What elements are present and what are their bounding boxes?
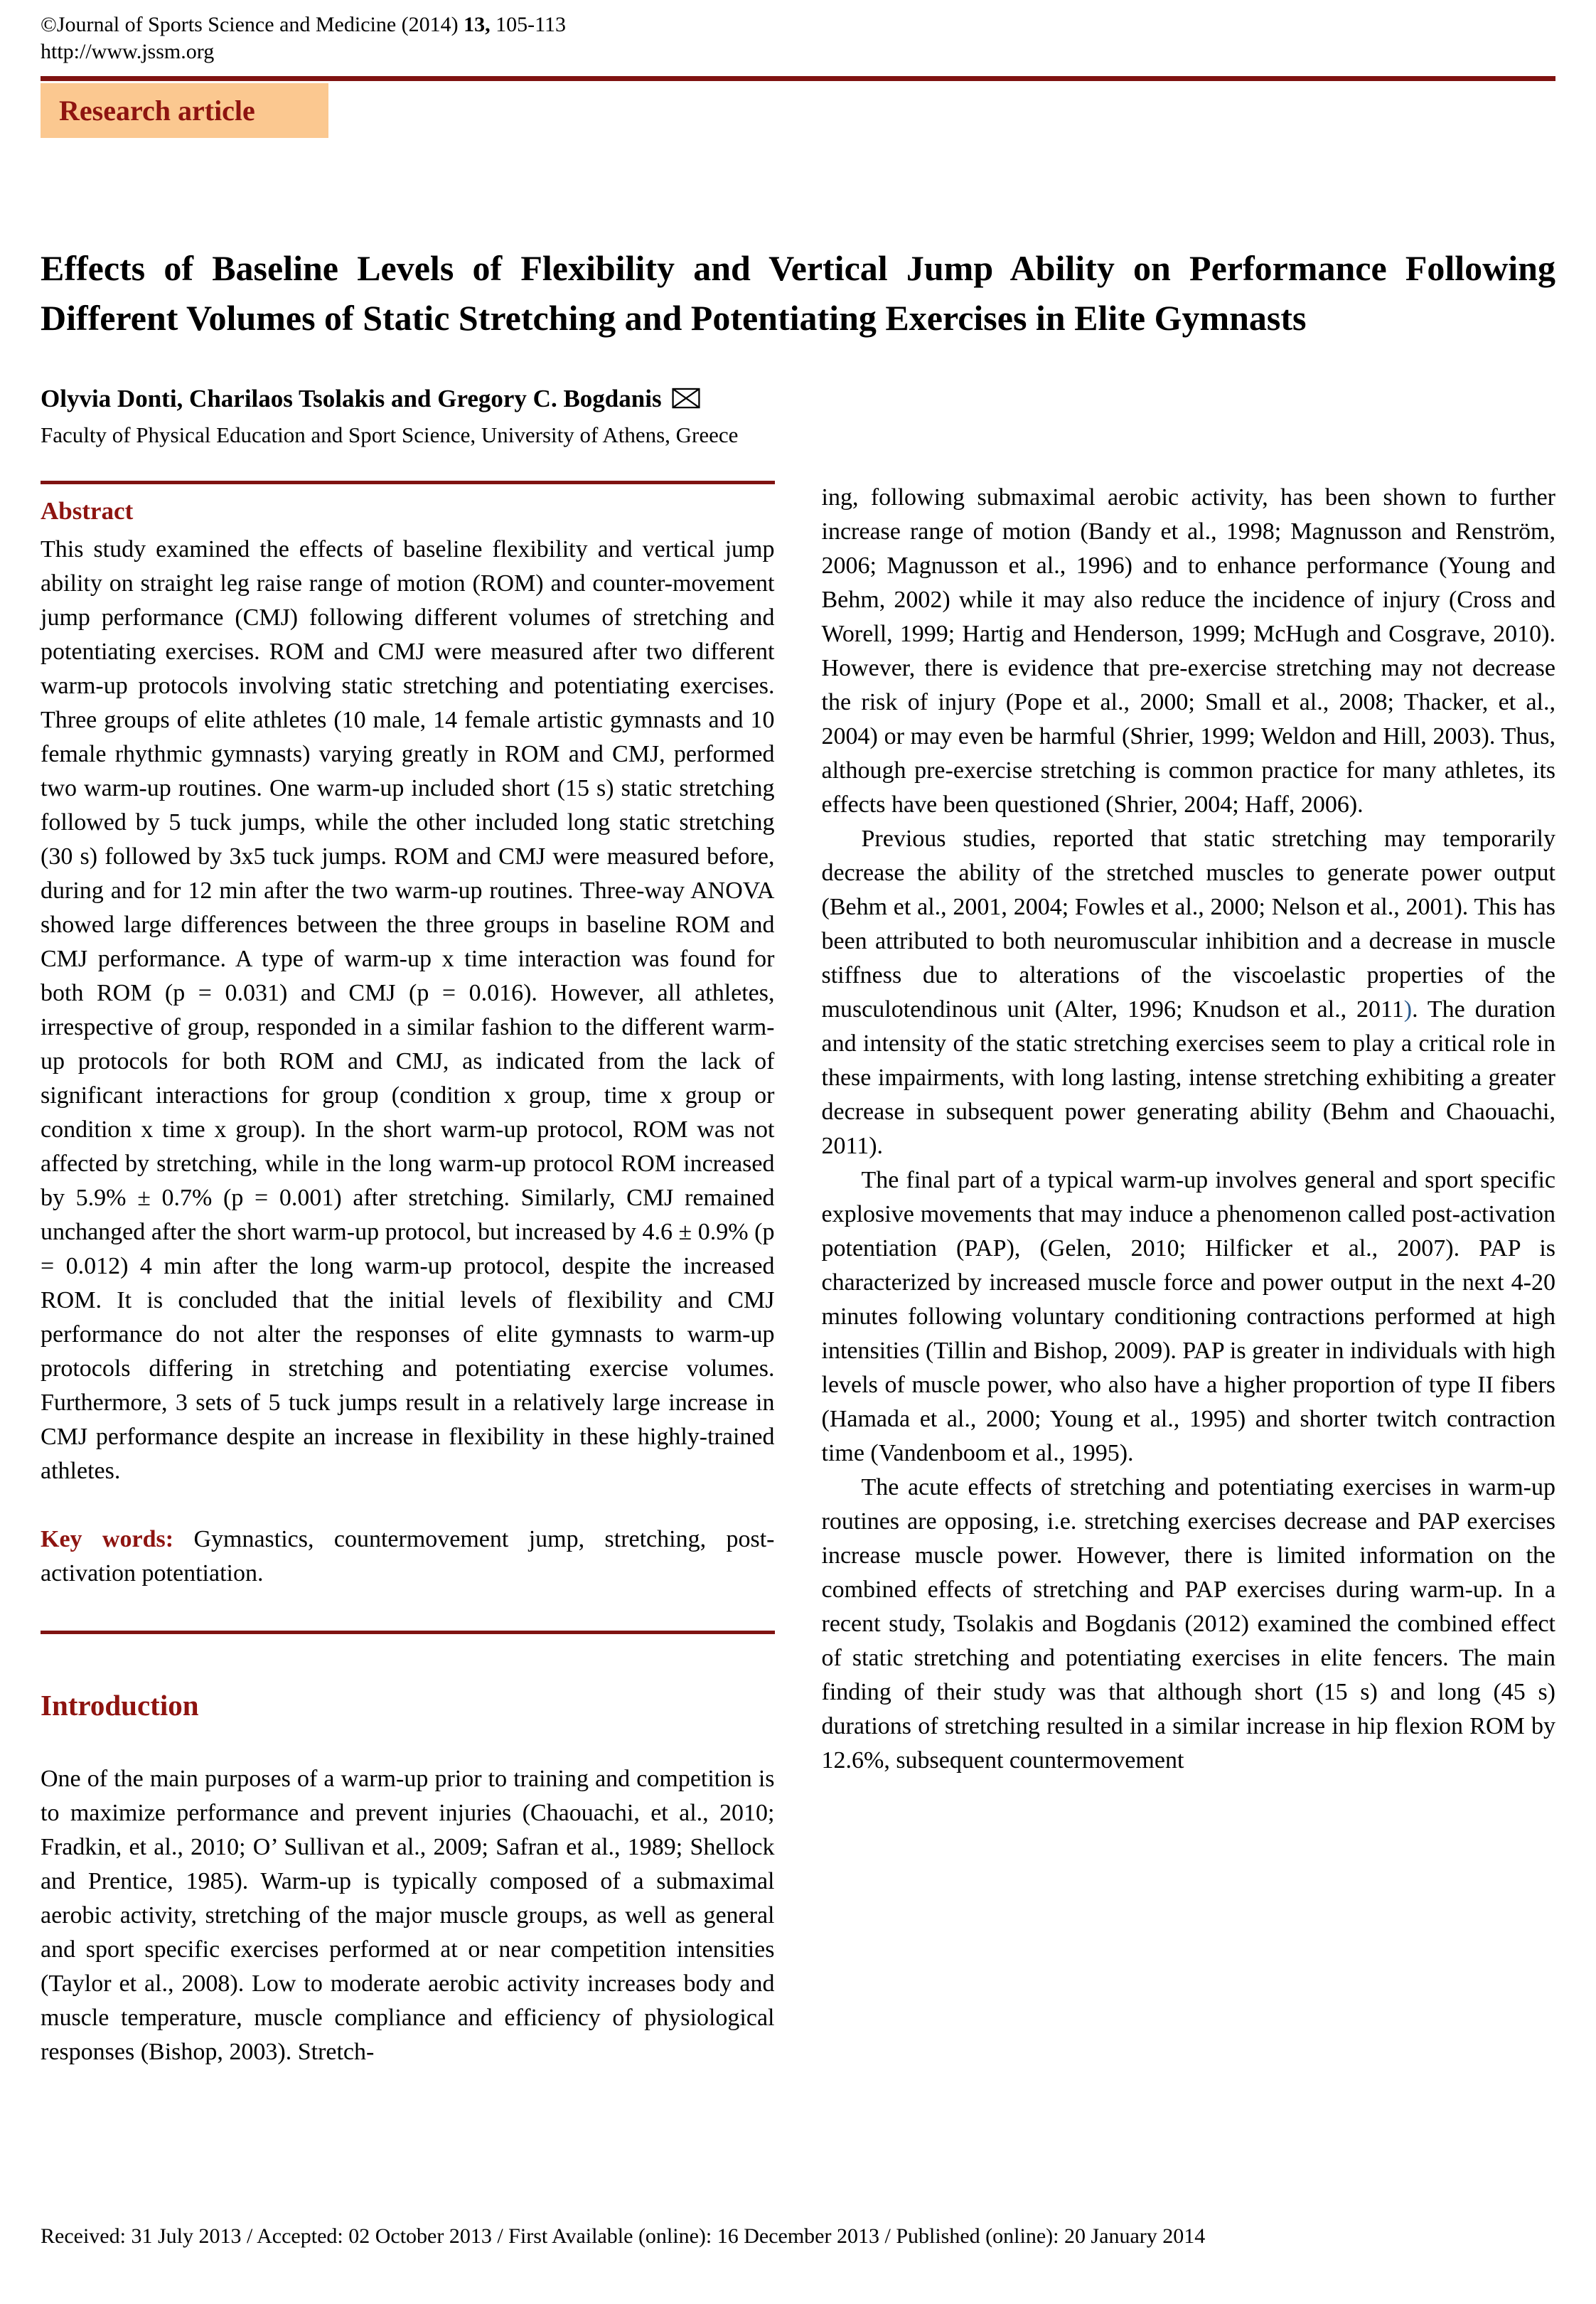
- body-paragraph-2: [822, 822, 1556, 1163]
- abstract-heading: Abstract: [41, 496, 134, 525]
- right-column: [822, 481, 1556, 2069]
- author-names: Olyvia Donti, Charilaos Tsolakis and Gregory C. Bogdanis: [41, 384, 662, 412]
- header-divider: [41, 76, 1555, 81]
- journal-url[interactable]: http://www.jssm.org: [41, 40, 215, 64]
- body-paragraph-2-rest: . The duration and intensity of the static stretching exercises seem to play a critical role in these impairments, with long lasting, intense stretching exhibiting a greater decrease in subsequent power generating ability (Behm and Chaouachi, 2011).: [821, 996, 1556, 1159]
- received-dates: Received: 31 July 2013 / Accepted: 02 October 2013 / First Available (online): 16 December 2013 / Published (online): 20 January 2014: [41, 2224, 1206, 2248]
- introduction-heading: Introduction: [41, 1688, 199, 1722]
- journal-volume: 13,: [464, 13, 491, 36]
- body-paragraph-1: ing, following submaximal aerobic activity, has been shown to further increase range of motion (Bandy et al., 1998; Magnusson and Renström, 2006; Magnusson et al., 1996) and to enhance performance (Young and Behm, 2002) while it may also reduce the incidence of injury (Cross and Worell, 1999; Hartig and Henderson, 1999; McHugh and Cosgrave, 2010). However, there is evidence that pre-exercise stretching may not decrease the risk of injury (Pope et al., 2000; Small et al., 2008; Thacker, et al., 2004) or may even be harmful (Shrier, 1999; Weldon and Hill, 2003). Thus, although pre-exercise stretching is common practice for many athletes, its effects have been questioned (Shrier, 2004; Haff, 2006).: [821, 484, 1555, 818]
- body-paragraph-3: The final part of a typical warm-up involves general and sport specific explosive movements that may induce a phenomenon called post-activation potentiation (PAP), (Gelen, 2010; Hilficker et al., 2007). PAP is characterized by increased muscle force and power output in the next 4-20 minutes following voluntary conditioning contractions performed at high intensities (Tillin and Bishop, 2009). PAP is greater in individuals with high levels of muscle power, who also have a higher proportion of type II fibers (Hamada et al., 2000; Young et al., 1995) and shorter twitch contraction time (Vandenboom et al., 1995).: [821, 1166, 1555, 1466]
- two-column-body: [41, 481, 1555, 2069]
- left-column: [41, 481, 775, 2069]
- journal-citation: [41, 11, 1555, 38]
- keywords-text: Gymnastics, countermovement jump, stretching, post-activation potentiation.: [41, 1525, 775, 1586]
- abstract-bottom-divider: [41, 1631, 775, 1634]
- introduction-paragraph: One of the main purposes of a warm-up prior to training and competition is to maximize performance and prevent injuries (Chaouachi, et al., 2010; Fradkin, et al., 2010; O’ Sullivan et al., 2009; Safran et al., 1989; Shellock and Prentice, 1985). Warm-up is typically composed of a submaximal aerobic activity, stretching of the major muscle groups, as well as general and sport specific exercises performed at or near competition intensities (Taylor et al., 2008). Low to moderate aerobic activity increases body and muscle temperature, muscle compliance and efficiency of physiological responses (Bishop, 2003). Stretch-: [41, 1765, 775, 2065]
- article-title: Effects of Baseline Levels of Flexibility and Vertical Jump Ability on Performance Following Different Volumes of Static Stretching and Potentiating Exercises in Elite Gymnasts: [41, 247, 1555, 338]
- affiliation: Faculty of Physical Education and Sport Science, University of Athens, Greece: [41, 422, 739, 447]
- keywords-line: [41, 1522, 775, 1591]
- body-paragraph-2-text: Previous studies, reported that static stretching may temporarily decrease the ability of the stretched muscles to generate power output (Behm et al., 2001, 2004; Fowles et al., 2000; Nelson et al., 2001). This has been attributed to both neuromuscular inhibition and a decrease in muscle stiffness due to alterations of the viscoelastic properties of the musculotendinous unit (Alter, 1996; Knudson et al., 2011: [821, 825, 1555, 1023]
- abstract-top-divider: [41, 481, 775, 484]
- journal-header: [41, 11, 1555, 66]
- abstract-text: This study examined the effects of baseline flexibility and vertical jump ability on straight leg raise range of motion (ROM) and counter-movement jump performance (CMJ) following different volumes of stretching and potentiating exercises. ROM and CMJ were measured after two different warm-up protocols involving static stretching and potentiating exercises. Three groups of elite athletes (10 male, 14 female artistic gymnasts and 10 female rhythmic gymnasts) varying greatly in ROM and CMJ, performed two warm-up routines. One warm-up included short (15 s) static stretching followed by 5 tuck jumps, while the other included long static stretching (30 s) followed by 3x5 tuck jumps. ROM and CMJ were measured before, during and for 12 min after the two warm-up routines. Three-way ANOVA showed large differences between the three groups in baseline ROM and CMJ performance. A type of warm-up x time interaction was found for both ROM (p = 0.031) and CMJ (p = 0.016). However, all athletes, irrespective of group, responded in a similar fashion to the different warm-up protocols for both ROM and CMJ, as indicated from the lack of significant interactions for group (condition x group, time x group or condition x time x group). In the short warm-up protocol, ROM was not affected by stretching, while in the long warm-up protocol ROM increased by 5.9% ± 0.7% (p = 0.001) after stretching. Similarly, CMJ remained unchanged after the short warm-up protocol, but increased by 4.6 ± 0.9% (p = 0.012) 4 min after the long warm-up protocol, despite the increased ROM. It is concluded that the initial levels of flexibility and CMJ performance do not alter the responses of elite gymnasts to warm-up protocols differing in stretching and potentiating exercise volumes. Furthermore, 3 sets of 5 tuck jumps result in a relatively large increase in CMJ performance despite an increase in flexibility in these highly-trained athletes.: [41, 535, 775, 1484]
- reference-link-paren[interactable]: ): [1403, 996, 1413, 1023]
- authors-line: [41, 384, 1555, 414]
- article-type-badge: Research article: [41, 83, 328, 138]
- journal-pages: 105-113: [490, 13, 567, 36]
- body-paragraph-4: The acute effects of stretching and potentiating exercises in warm-up routines are opposing, i.e. stretching exercises decrease and PAP exercises increase muscle power. However, there is limited information on the combined effects of stretching and PAP exercises during warm-up. In a recent study, Tsolakis and Bogdanis (2012) examined the combined effect of static stretching and potentiating exercises in elite fencers. The main finding of their study was that although short (15 s) and long (45 s) durations of stretching resulted in a similar increase in hip flexion ROM by 12.6%, subsequent countermovement: [821, 1473, 1555, 1774]
- keywords-label: Key words:: [41, 1525, 174, 1552]
- journal-citation-prefix: ©Journal of Sports Science and Medicine (2014): [41, 13, 464, 36]
- email-envelope-icon[interactable]: [672, 388, 700, 409]
